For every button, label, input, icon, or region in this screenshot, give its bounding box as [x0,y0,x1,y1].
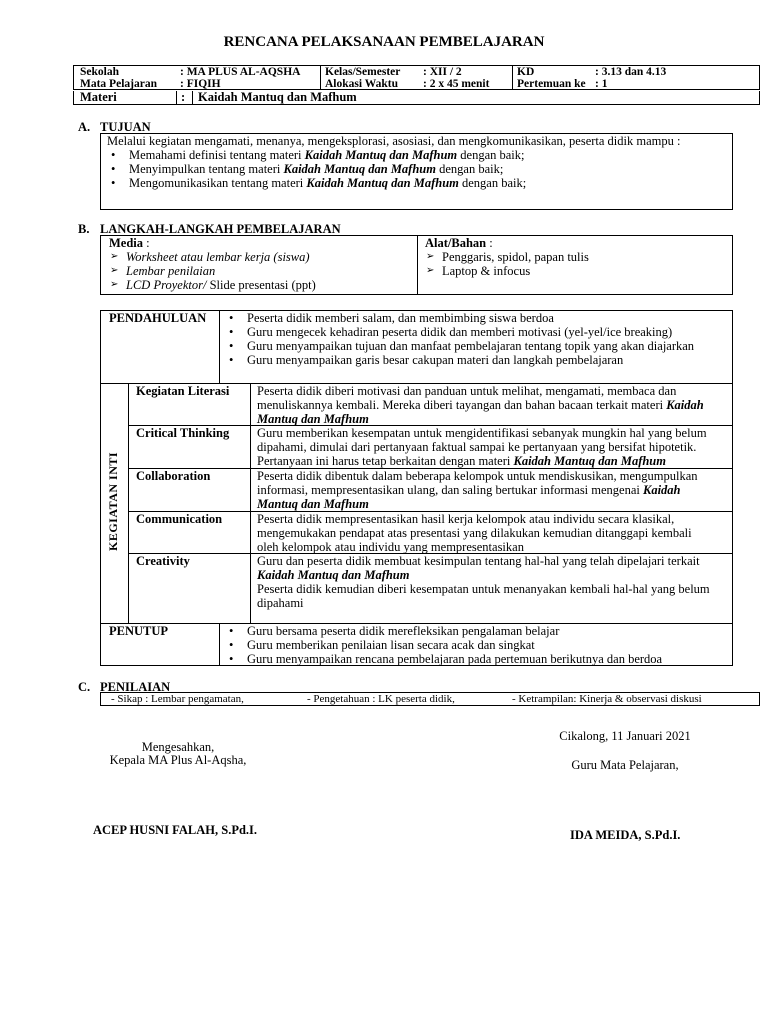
alokasi-label: Alokasi Waktu [325,78,398,90]
list-item: • Guru menyampaikan tujuan dan manfaat pembelajaran tentang topik yang akan diajarkan [219,339,729,353]
headmaster-name: ACEP HUSNI FALAH, S.Pd.I. [93,823,258,837]
tujuan-letter: A. [78,120,91,134]
materi-colon: : [181,90,186,104]
inti-row-label: Critical Thinking [136,426,230,440]
list-item: • Memahami definisi tentang materi Kaidah Mantuq dan Mafhum dengan baik; [101,148,732,162]
teacher-name: IDA MEIDA, S.Pd.I. [570,828,681,842]
alat-list [425,250,725,278]
list-item: • Guru menyampaikan rencana pembelajaran pada pertemuan berikutnya dan berdoa [219,652,729,666]
penilaian-sikap: - Sikap : Lembar pengamatan, [111,693,244,705]
inti-row-label: Communication [136,512,223,526]
inti-row-text: Guru memberikan kesempatan untuk mengidentifikasi sebanyak mungkin hal yang belum dipahami, dimulai dari pertanyaan faktual sampai ke pertanyaan yang bersifat hipotetik. Pertanyaan ini harus tetap berkaitan dengan materi Kaidah Mantuq dan Mafhum [257,426,707,468]
penutup-label: PENUTUP [109,624,169,638]
pendahuluan-list [219,311,729,367]
kd-label: KD [517,66,535,78]
inti-row-label: Collaboration [136,469,211,483]
list-item: • Guru mengecek kehadiran peserta didik dan memberi motivasi (yel-yel/ice breaking) [219,325,729,339]
tujuan-list [101,148,732,190]
place-date: Cikalong, 11 Januari 2021 [559,729,691,743]
list-item: • Guru bersama peserta didik merefleksikan pengalaman belajar [219,624,729,638]
list-item: • Guru menyampaikan garis besar cakupan materi dan langkah pembelajaran [219,353,729,367]
kegiatan-inti-label: KEGIATAN INTI [106,451,120,551]
penilaian-heading: PENILAIAN [100,680,171,694]
identity-cell-school [74,66,321,89]
penilaian-pengetahuan: - Pengetahuan : LK peserta didik, [307,693,455,705]
list-item: • Guru memberikan penilaian lisan secara acak dan singkat [219,638,729,652]
media-box [100,235,733,295]
list-item: ➢ LCD Proyektor/ Slide presentasi (ppt) [109,278,409,292]
identity-cell-class [321,66,513,89]
page-title: RENCANA PELAKSANAAN PEMBELAJARAN [223,34,545,50]
kd-value: : 3.13 dan 4.13 [595,66,667,78]
materi-row [73,91,760,105]
tujuan-intro: Melalui kegiatan mengamati, menanya, mengeksplorasi, asosiasi, dan mengkomunikasikan, peserta didik mampu : [107,134,681,148]
kelas-label: Kelas/Semester [325,66,401,78]
inti-row-text: Peserta didik diberi motivasi dan panduan untuk melihat, mengamati, membaca dan menuliskannya kembali. Mereka diberi tayangan dan bahan bacaan terkait materi Kaidah Mantuq dan Mafhum [257,384,704,426]
list-item: ➢ Laptop & infocus [425,264,725,278]
list-item: ➢ Lembar penilaian [109,264,409,278]
inti-row-text: Peserta didik dibentuk dalam beberapa kelompok untuk mendiskusikan, mengumpulkan informasi, mempresentasikan ulang, dan saling bertukar informasi mengenai Kaidah Mantuq dan Mafhum [257,469,698,511]
list-item: ➢ Penggaris, spidol, papan tulis [425,250,725,264]
list-item: ➢ Worksheet atau lembar kerja (siswa) [109,250,409,264]
teacher-title: Guru Mata Pelajaran, [571,758,679,772]
penilaian-box [100,692,760,706]
media-label: Media [109,236,144,250]
media-cell: Media : ➢ Worksheet atau lembar kerja (siswa) ➢ Lembar penilaian ➢ LCD Proyektor/ Slide presentasi (ppt) [109,236,409,292]
sekolah-value: : MA PLUS AL-AQSHA [180,66,301,78]
tujuan-box [100,133,733,210]
materi-value: Kaidah Mantuq dan Mafhum [198,90,357,104]
penutup-list [219,624,729,666]
inti-row-label: Kegiatan Literasi [136,384,230,398]
penilaian-keterampilan: - Ketrampilan: Kinerja & observasi diskusi [512,693,702,705]
tujuan-heading: TUJUAN [100,120,151,134]
materi-label: Materi [80,90,117,104]
alat-cell: Alat/Bahan : ➢ Penggaris, spidol, papan tulis ➢ Laptop & infocus [425,236,725,278]
headmaster-title: Kepala MA Plus Al-Aqsha, [109,753,247,767]
inti-row-text: Guru dan peserta didik membuat kesimpulan tentang hal-hal yang telah dipelajari terkait Kaidah Mantuq dan Mafhum Peserta didik kemudian diberi kesempatan untuk menanyakan kembali hal-hal yang belum dipahami [257,554,710,610]
list-item: • Mengomunikasikan tentang materi Kaidah Mantuq dan Mafhum dengan baik; [101,176,732,190]
penilaian-letter: C. [78,680,91,694]
pendahuluan-label: PENDAHULUAN [109,311,207,325]
list-item: • Menyimpulkan tentang materi Kaidah Mantuq dan Mafhum dengan baik; [101,162,732,176]
kelas-value: : XII / 2 [423,66,462,78]
pertemuan-value: : 1 [595,78,608,90]
media-list [109,250,409,292]
inti-row-label: Creativity [136,554,190,568]
list-item: • Peserta didik memberi salam, dan membimbing siswa berdoa [219,311,729,325]
sekolah-label: Sekolah [80,66,119,78]
langkah-heading: LANGKAH-LANGKAH PEMBELAJARAN [100,222,341,236]
identity-table [73,65,760,90]
mapel-label: Mata Pelajaran [80,78,157,90]
identity-cell-kd [513,66,759,89]
activities-table [100,310,733,666]
approval-label: Mengesahkan, [141,740,215,754]
inti-row-text: Peserta didik mempresentasikan hasil kerja kelompok atau individu secara klasikal, mengemukakan pendapat atas presentasi yang dilakukan kemudian ditanggapi kembali oleh kelompok atau individu yang mempresentasikan [257,512,692,554]
mapel-value: : FIQIH [180,78,221,90]
alat-label: Alat/Bahan [425,236,487,250]
alokasi-value: : 2 x 45 menit [423,78,490,90]
langkah-letter: B. [78,222,90,236]
pertemuan-label: Pertemuan ke [517,78,586,90]
